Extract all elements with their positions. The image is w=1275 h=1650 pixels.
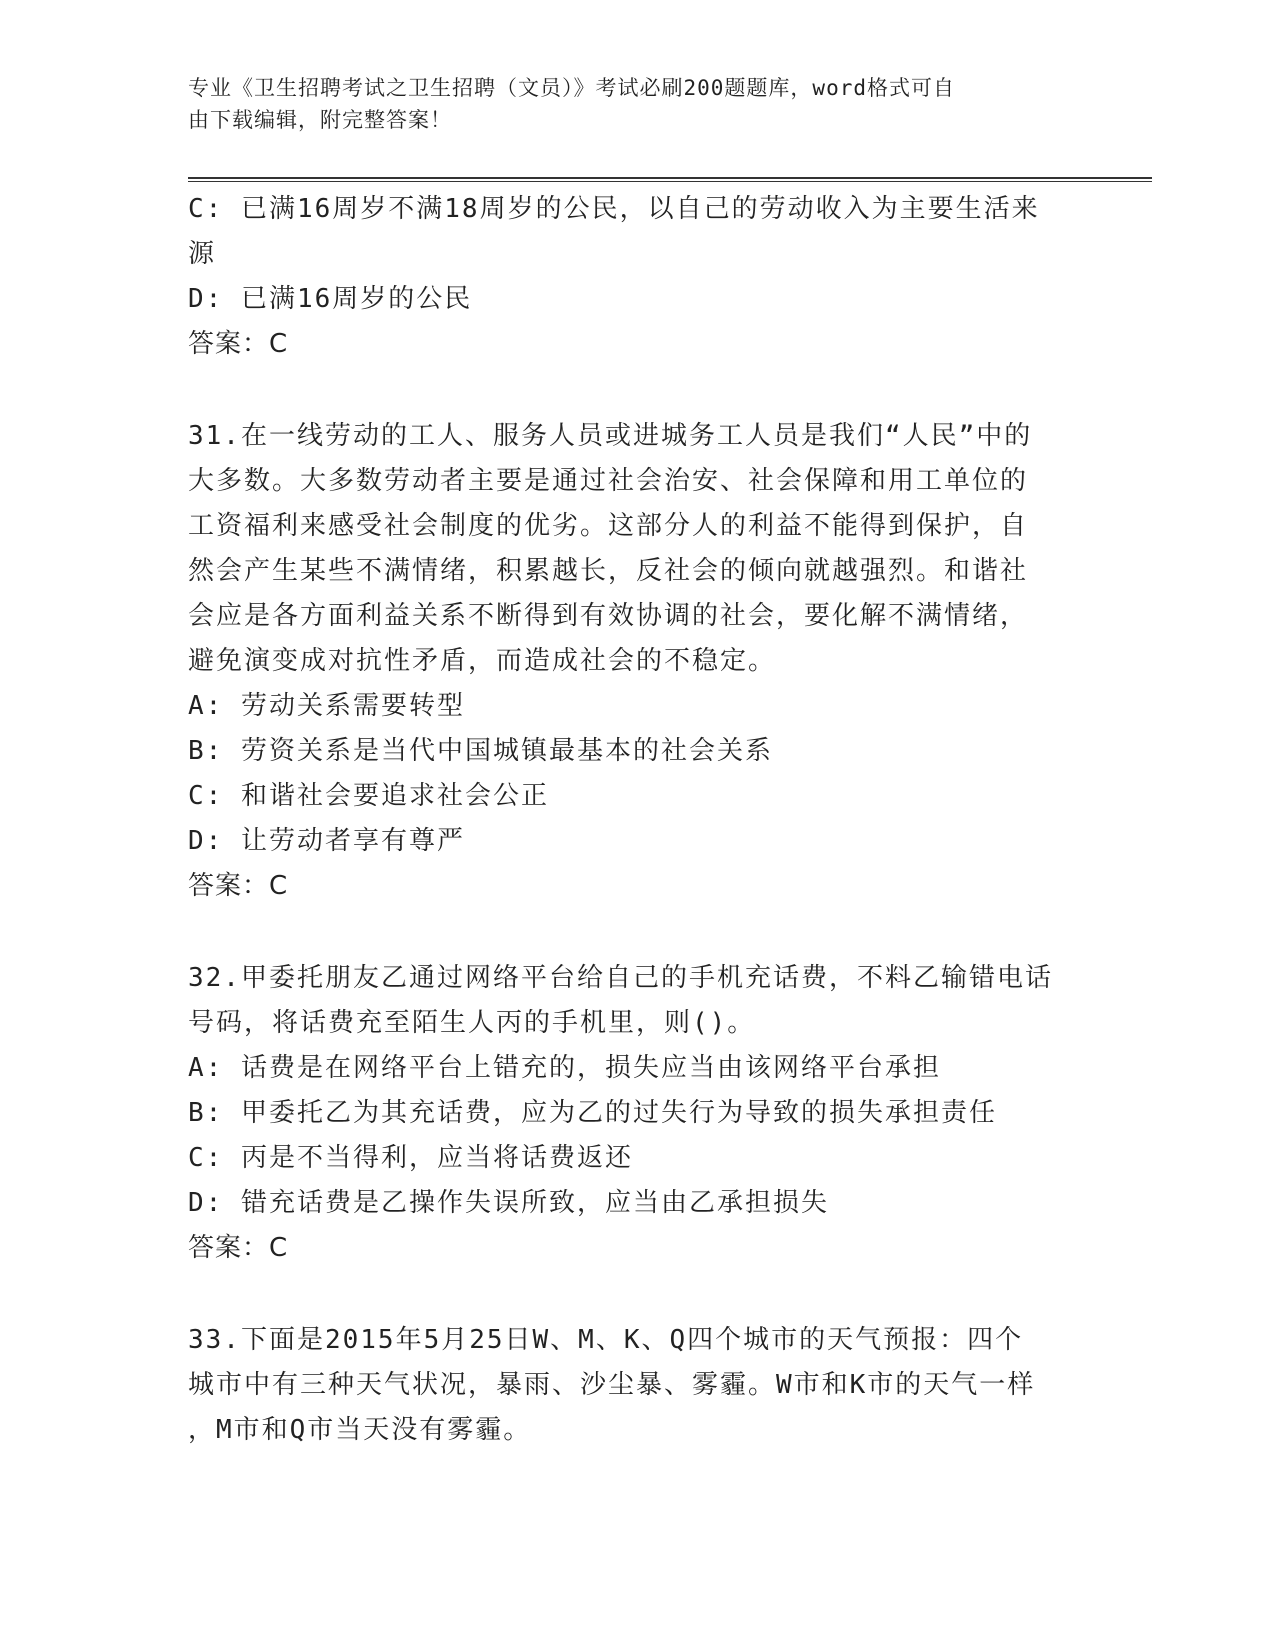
q31-line-4: 然会产生某些不满情绪，积累越长，反社会的倾向就越强烈。和谐社 xyxy=(188,556,1029,586)
q32-option-b: B: 甲委托乙为其充话费，应为乙的过失行为导致的损失承担责任 xyxy=(188,1098,997,1128)
spacer xyxy=(188,367,1088,414)
prev-option-c-line-1: C: 已满16周岁不满18周岁的公民，以自己的劳动收入为主要生活来 xyxy=(188,194,1040,224)
prev-answer: 答案：C xyxy=(188,329,289,359)
question-33 xyxy=(188,1318,1088,1453)
question-32 xyxy=(188,956,1088,1271)
q31-line-5: 会应是各方面利益关系不断得到有效协调的社会，要化解不满情绪， xyxy=(188,601,1029,631)
q31-line-1: 31.在一线劳动的工人、服务人员或进城务工人员是我们“人民”中的 xyxy=(188,421,1033,451)
q32-option-c: C: 丙是不当得利，应当将话费返还 xyxy=(188,1143,633,1173)
q32-line-2: 号码，将话费充至陌生人丙的手机里，则()。 xyxy=(188,1008,756,1038)
q31-line-6: 避免演变成对抗性矛盾，而造成社会的不稳定。 xyxy=(188,646,777,676)
header-line-2: 由下载编辑，附完整答案！ xyxy=(188,108,452,132)
q32-option-d: D: 错充话费是乙操作失误所致，应当由乙承担损失 xyxy=(188,1188,829,1218)
q32-line-1: 32.甲委托朋友乙通过网络平台给自己的手机充话费，不料乙输错电话 xyxy=(188,963,1053,993)
q31-line-2: 大多数。大多数劳动者主要是通过社会治安、社会保障和用工单位的 xyxy=(188,466,1029,496)
q31-option-c: C: 和谐社会要追求社会公正 xyxy=(188,781,549,811)
document-header xyxy=(188,72,1088,136)
q33-line-3: ，M市和Q市当天没有雾霾。 xyxy=(188,1415,532,1445)
q32-answer: 答案：C xyxy=(188,1233,289,1263)
q33-line-2: 城市中有三种天气状况，暴雨、沙尘暴、雾霾。W市和K市的天气一样 xyxy=(188,1370,1036,1400)
header-line-1: 专业《卫生招聘考试之卫生招聘（文员）》考试必刷200题题库，word格式可自 xyxy=(188,76,955,100)
document-body xyxy=(188,187,1088,1453)
spacer xyxy=(188,1271,1088,1318)
q32-option-a: A: 话费是在网络平台上错充的，损失应当由该网络平台承担 xyxy=(188,1053,941,1083)
q31-option-d: D: 让劳动者享有尊严 xyxy=(188,826,465,856)
q31-option-a: A: 劳动关系需要转型 xyxy=(188,691,465,721)
q31-answer: 答案：C xyxy=(188,871,289,901)
prev-option-d: D: 已满16周岁的公民 xyxy=(188,284,473,314)
header-divider xyxy=(188,177,1152,182)
question-31 xyxy=(188,414,1088,909)
spacer xyxy=(188,909,1088,956)
prev-option-c-line-2: 源 xyxy=(188,239,217,269)
q31-option-b: B: 劳资关系是当代中国城镇最基本的社会关系 xyxy=(188,736,773,766)
q33-line-1: 33.下面是2015年5月25日W、M、K、Q四个城市的天气预报：四个 xyxy=(188,1325,1024,1355)
q31-line-3: 工资福利来感受社会制度的优劣。这部分人的利益不能得到保护，自 xyxy=(188,511,1029,541)
